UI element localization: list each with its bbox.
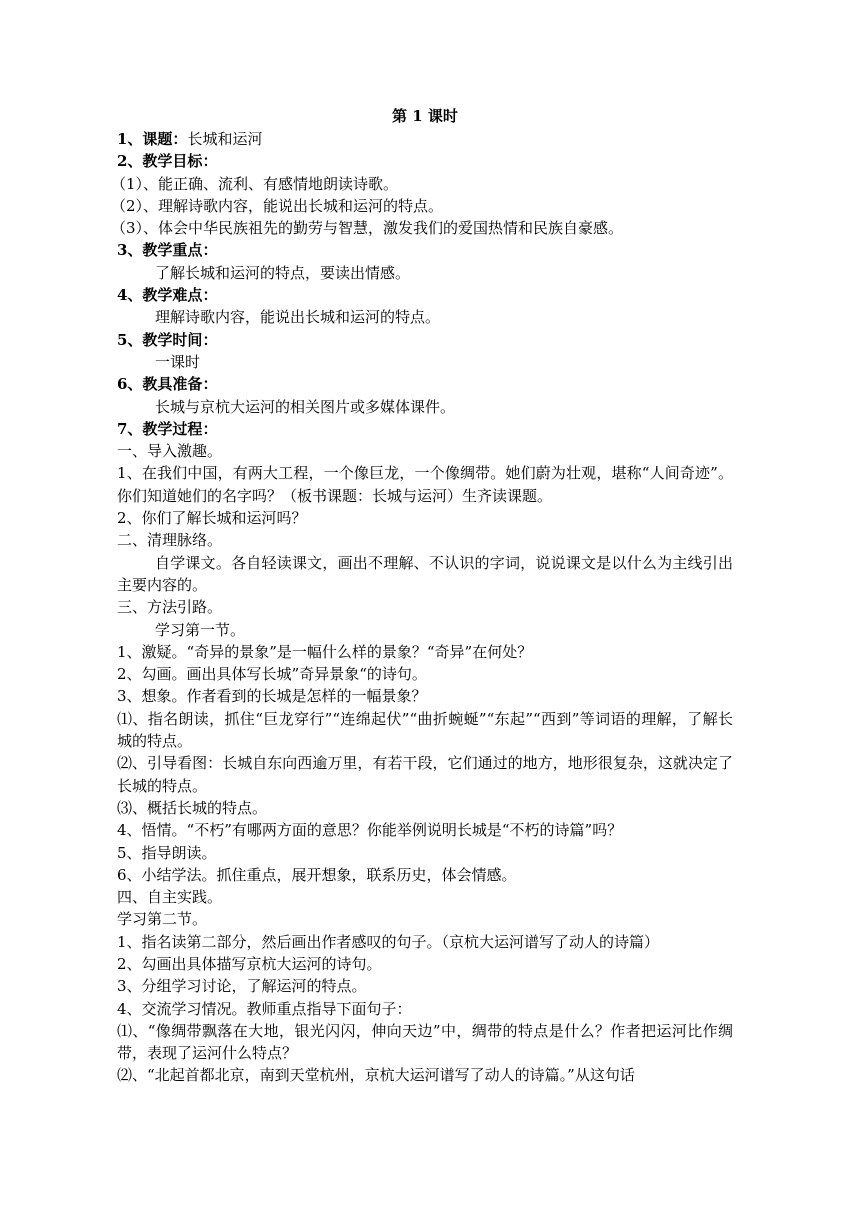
text-line: 1、激疑。“奇异的景象”是一幅什么样的景象？“奇异”在何处？ [117,642,533,661]
text-line: （2）、理解诗歌内容，能说出长城和运河的特点。 [111,196,444,215]
text-line: 理解诗歌内容，能说出长城和运河的特点。 [155,308,441,327]
paragraph: ⑴、指名朗读，抓住“巨龙穿行”“连绵起伏”“曲折蜿蜒”“东起”“西到”等词语的理解，了解长城的特点。 [117,709,733,751]
text-line: 2、勾画出具体描写京杭大运河的诗句。 [117,954,382,973]
section-label: 3、教学重点： [117,241,218,260]
section-heading [117,284,733,306]
text-line: ⑶、概括长城的特点。 [117,798,268,817]
text-line: 4、悟情。“不朽”有哪两方面的意思？你能举例说明长城是“不朽的诗篇”吗？ [117,821,623,840]
section-label: 2、教学目标： [117,152,218,171]
section-value: 长城和运河 [187,130,263,148]
text-line: 三、方法引路。 [117,598,223,617]
text-line: 6、小结学法。抓住重点，展开想象，联系历史，体会情感。 [117,865,517,884]
section-heading [117,128,733,150]
text-line: （3）、体会中华民族祖先的勤劳与智慧，激发我们的爱国热情和民族自豪感。 [111,219,624,238]
text-line: 长城与京杭大运河的相关图片或多媒体课件。 [155,397,456,416]
paragraph: ⑵、引导看图：长城自东向西逾万里，有若干段，它们通过的地方，地形很复杂，这就决定了长城的特点。 [117,754,733,795]
text-line: 学习第一节。 [155,620,246,639]
section-label: 1、课题： [117,130,188,148]
section-label: 4、教学难点： [117,286,218,305]
section-label: 5、教学时间： [117,330,218,349]
text-line: 1、指名读第二部分，然后画出作者感叹的句子。（京杭大运河谱写了动人的诗篇） [117,932,660,951]
text-line: 一、导入激趣。 [117,442,223,461]
text-line: 3、分组学习讨论，了解运河的特点。 [117,977,367,996]
paragraph: 自学课文。各自轻读课文，画出不理解、不认识的字词，说说课文是以什么为主线引出主要内容的。 [117,553,733,594]
section-heading [117,239,733,261]
text-line: 2、勾画。画出具体写长城”奇异景象“的诗句。 [117,665,427,684]
text-line: 一课时 [155,352,201,371]
paragraph: 1、在我们中国，有两大工程，一个像巨龙，一个像绸带。她们蔚为壮观，堪称“人间奇迹”。你们知道她们的名字吗？（板书课题：长城与运河）生齐读课题。 [117,464,733,505]
text-line: 学习第二节。 [117,910,208,929]
section-heading [117,418,733,440]
text-line: （1）、能正确、流利、有感情地朗读诗歌。 [111,174,399,193]
section-heading [117,150,733,172]
text-line: 二、清理脉络。 [117,531,223,550]
text-line: 4、交流学习情况。教师重点指导下面句子： [117,999,412,1018]
text-line: 了解长城和运河的特点，要读出情感。 [155,263,411,282]
paragraph: ⑴、“像绸带飘落在大地，银光闪闪，伸向天边”中，绸带的特点是什么？作者把运河比作绸带，表现了运河什么特点？ [117,1021,733,1063]
text-line: 3、想象。作者看到的长城是怎样的一幅景象？ [117,687,427,706]
text-line: 2、你们了解长城和运河吗？ [117,509,307,528]
text-line: 四、自主实践。 [117,888,223,907]
text-line: ⑵、“北起首都北京，南到天堂杭州，京杭大运河谱写了动人的诗篇。”从这句话 [117,1066,635,1085]
text-line: 5、指导朗读。 [117,843,217,862]
section-label: 6、教具准备： [117,375,218,394]
section-heading [117,329,733,351]
section-label: 7、教学过程： [117,419,218,438]
section-heading [117,373,733,395]
document-page [111,104,733,1087]
lesson-title: 第 1 课时 [392,107,458,125]
lesson-body [111,128,733,1087]
